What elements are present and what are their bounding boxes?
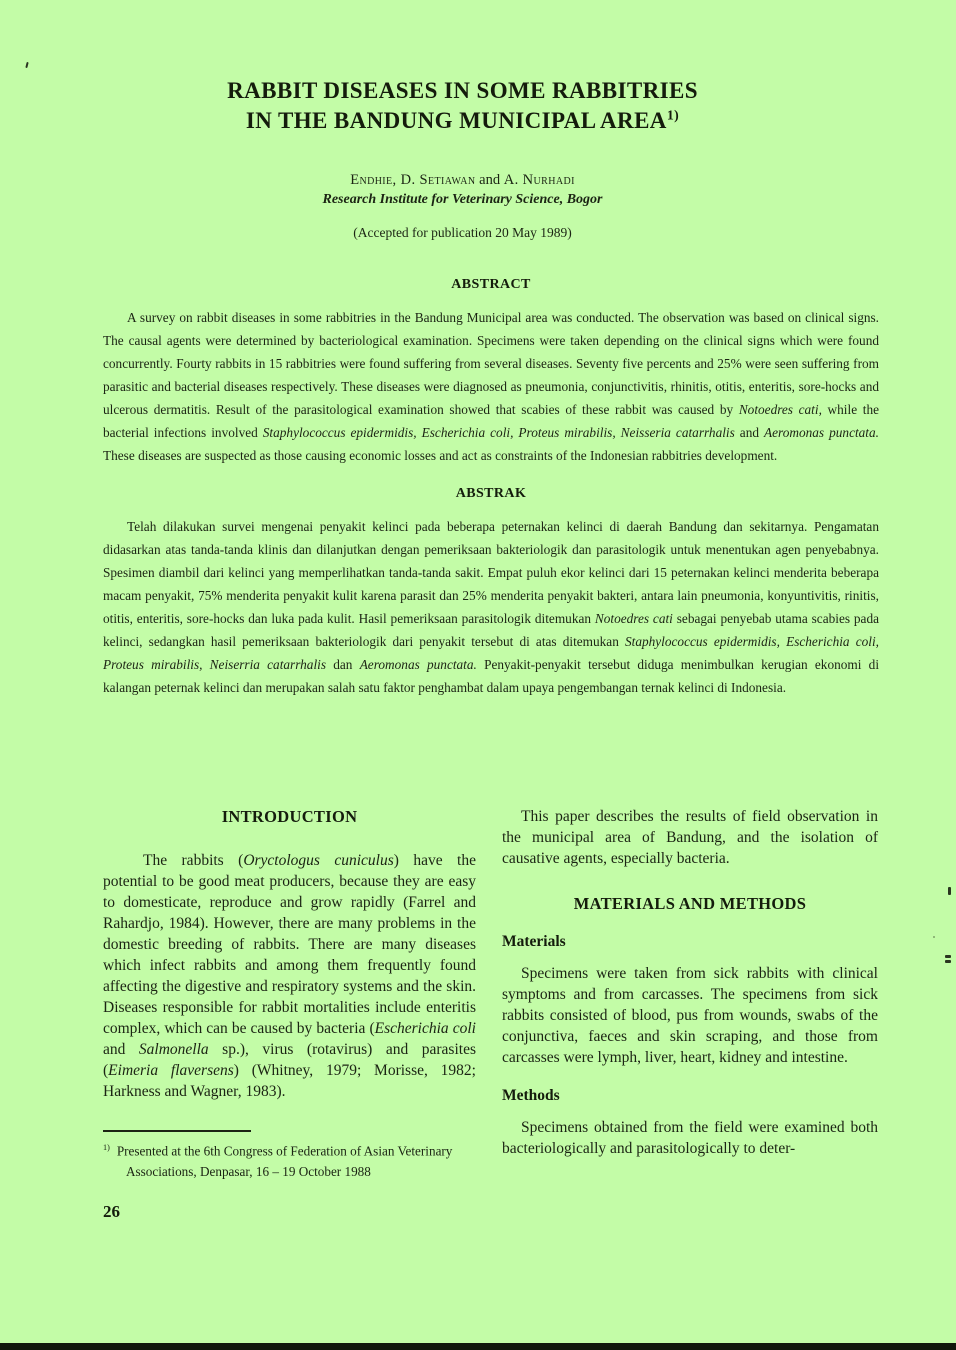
affiliation: Research Institute for Veterinary Science, Bogor: [322, 192, 603, 207]
title-line-1: RABBIT DISEASES IN SOME RABBITRIES: [227, 78, 698, 103]
footnote-rule: [103, 1130, 251, 1132]
introduction-heading: INTRODUCTION: [221, 807, 358, 826]
left-column: [103, 806, 476, 1182]
materials-and-methods-heading: MATERIALS AND METHODS: [573, 894, 807, 913]
author-line: Endhie, D. Setiawan and A. Nurhadi: [350, 172, 575, 188]
footnote-marker: 1): [103, 1143, 110, 1152]
abstrak-text: Telah dilakukan survei mengenai penyakit kelinci pada beberapa peternakan kelinci di daerah Bandung dan sekitarnya. Pengamatan didasarkan atas tanda-tanda klinis dan dilanjutkan dengan pemeriksaan bakteriologik dan parasitologik untuk menentukan agen penyebabnya. Spesimen diambil dari kelinci yang memperlihatkan tanda-tanda sakit. Empat puluh ekor kelinci dari 15 peternakan kelinci menderita beberapa macam penyakit, 75% menderita penyakit kulit karena parasit dan 25% menderita penyakit bakteri, antara lain pneumonia, konyuntivitis, rinitis, otitis, enteritis, sore-hocks dan luka pada kulit. Hasil pemeriksaan parasitologik ditemukan Notoedres cati sebagai penyebab utama scabies pada kelinci, sedangkan hasil pemeriksaan bakteriologik dari penyakit tersebut di atas ditemukan Staphylococcus epidermidis, Escherichia coli, Proteus mirabilis, Neiserria catarrhalis dan Aeromonas punctata. Penyakit-penyakit tersebut diduga menimbulkan kerugian ekonomi di kalangan peternak kelinci dan merupakan salah satu faktor penghambat dalam upaya pengembangan ternak kelinci di Indonesia.: [103, 519, 880, 695]
materials-text: Specimens were taken from sick rabbits with clinical symptoms and from carcasses. The specimens from sick rabbits consisted of blood, pus from wounds, swabs of the conjunctiva, faeces and skin scraping, and those from carcasses were lymph, liver, heart, kidney and intestine.: [502, 965, 878, 1066]
footnote-text: Presented at the 6th Congress of Federation of Asian Veterinary Associations, Denpasar, 16 – 19 October 1988: [116, 1143, 453, 1180]
scan-speck: [933, 936, 935, 938]
title-line-2: IN THE BANDUNG MUNICIPAL AREA$^{1)}$: [245, 107, 680, 133]
paper-title: [75, 76, 850, 136]
right-column: [502, 806, 878, 1182]
materials-subheading: Materials: [502, 933, 566, 950]
abstract-heading: ABSTRACT: [451, 277, 531, 292]
methods-text: Specimens obtained from the field were examined both bacteriologically and parasitologically to deter-: [502, 1119, 878, 1157]
abstrak-heading: ABSTRAK: [455, 486, 527, 501]
lead-paragraph: This paper describes the results of field observation in the municipal area of Bandung, and the isolation of causative agents, especially bacteria.: [502, 808, 878, 867]
page-number: 26: [103, 1202, 120, 1221]
abstrak-section: [103, 486, 879, 699]
footnote: [103, 1137, 476, 1182]
paper-header: [75, 76, 850, 243]
two-column-body: [103, 806, 878, 1182]
methods-subheading: Methods: [502, 1087, 560, 1104]
scan-speck: [25, 62, 28, 68]
scan-speck: [945, 955, 951, 958]
accepted-note: (Accepted for publication 20 May 1989): [353, 225, 572, 240]
scan-speck: [948, 887, 951, 895]
introduction-text: The rabbits (Oryctologus cuniculus) have the potential to be good meat producers, because they are easy to domesticate, reproduce and grow rapidly (Farrel and Rahardjo, 1984). However, there are many problems in the domestic breeding of rabbits. There are many diseases which infect rabbits and among them frequently found affecting the digestive and respiratory systems and the skin. Diseases responsible for rabbit mortalities include enteritis complex, which can be caused by bacteria (Escherichia coli and Salmonella sp.), virus (rotavirus) and parasites (Eimeria flaversens) (Whitney, 1979; Morisse, 1982; Harkness and Wagner, 1983).: [103, 852, 476, 1100]
abstract-section: [103, 277, 879, 467]
page-bottom-bar: [0, 1343, 956, 1350]
abstract-text: A survey on rabbit diseases in some rabbitries in the Bandung Municipal area was conducted. The observation was based on clinical signs. The causal agents were determined by bacteriological examination. Specimens were taken depending on the clinical signs which were found concurrently. Fourty rabbits in 15 rabbitries were found suffering from several diseases. Seventy five percents and 25% were seen suffering from parasitic and bacterial diseases respectively. These diseases were diagnosed as pneumonia, conjunctivitis, rhinitis, otitis, enteritis, sore-hocks and ulcerous dermatitis. Result of the parasitological examination showed that scabies of these rabbit was caused by Notoedres cati, while the bacterial infections involved Staphylococcus epidermidis, Escherichia coli, Proteus mirabilis, Neisseria catarrhalis and Aeromonas punctata. These diseases are suspected as those causing economic losses and act as constraints of the Indonesian rabbitries development.: [103, 310, 879, 463]
